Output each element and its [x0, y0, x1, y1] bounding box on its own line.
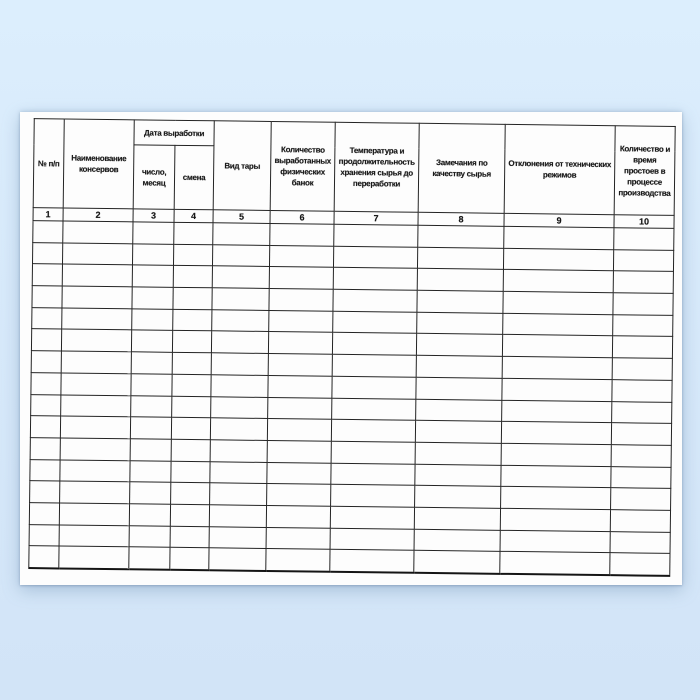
- empty-cell: [415, 464, 501, 487]
- empty-cell: [32, 264, 62, 286]
- empty-cell: [267, 462, 331, 484]
- empty-cell: [501, 487, 611, 510]
- empty-cell: [173, 266, 212, 288]
- empty-cell: [611, 445, 671, 467]
- empty-cell: [210, 461, 267, 483]
- empty-cell: [502, 378, 612, 401]
- empty-cell: [29, 546, 59, 568]
- empty-cell: [613, 314, 673, 336]
- empty-cell: [211, 353, 268, 375]
- empty-cell: [59, 503, 129, 526]
- empty-cell: [172, 331, 211, 353]
- empty-cell: [62, 308, 132, 331]
- empty-cell: [212, 288, 269, 310]
- empty-cell: [333, 311, 417, 334]
- empty-cell: [503, 270, 613, 293]
- empty-cell: [503, 313, 613, 336]
- empty-cell: [330, 506, 414, 529]
- empty-cell: [30, 481, 60, 503]
- col-header-regime-deviations: Отклонения от технических режимов: [504, 124, 615, 214]
- empty-cell: [209, 526, 266, 548]
- empty-cell: [612, 379, 672, 401]
- empty-cell: [415, 442, 501, 465]
- empty-cell: [414, 529, 500, 552]
- empty-cell: [32, 307, 62, 329]
- empty-cell: [173, 287, 212, 309]
- column-number: 6: [270, 210, 334, 224]
- empty-cell: [60, 481, 130, 504]
- empty-cell: [61, 394, 131, 417]
- col-header-shift: смена: [174, 145, 214, 209]
- empty-cell: [611, 488, 671, 510]
- empty-cell: [131, 395, 172, 417]
- empty-cell: [269, 245, 333, 267]
- empty-cell: [331, 419, 415, 442]
- empty-cell: [212, 310, 269, 332]
- empty-cell: [61, 373, 131, 396]
- col-header-row-number: № п/п: [33, 119, 64, 208]
- empty-cell: [416, 355, 502, 378]
- empty-cell: [500, 508, 610, 531]
- empty-cell: [501, 443, 611, 466]
- empty-cell: [213, 223, 270, 245]
- column-number: 4: [174, 209, 213, 222]
- empty-cell: [209, 548, 266, 570]
- empty-cell: [133, 222, 174, 244]
- empty-cell: [129, 525, 170, 547]
- empty-cell: [417, 312, 503, 335]
- column-number: 10: [614, 215, 674, 229]
- empty-cell: [266, 549, 330, 571]
- col-header-day-month: число, месяц: [133, 145, 175, 209]
- empty-cell: [418, 225, 504, 248]
- empty-cell: [414, 551, 500, 574]
- empty-cell: [33, 221, 63, 243]
- column-number: 3: [133, 209, 174, 222]
- empty-cell: [269, 310, 333, 332]
- col-header-production-date-group: Дата выработки: [134, 120, 214, 146]
- empty-cell: [270, 223, 334, 245]
- empty-cell: [415, 486, 501, 509]
- empty-cell: [268, 375, 332, 397]
- empty-cell: [29, 524, 59, 546]
- empty-cell: [30, 459, 60, 481]
- empty-cell: [131, 330, 172, 352]
- empty-cell: [60, 460, 130, 483]
- empty-cell: [332, 354, 416, 377]
- empty-cell: [60, 438, 130, 461]
- empty-cell: [333, 246, 417, 269]
- empty-cell: [502, 335, 612, 358]
- empty-cell: [173, 309, 212, 331]
- empty-cell: [170, 504, 209, 526]
- col-header-product-name: Наименование консервов: [63, 119, 134, 209]
- empty-cell: [172, 396, 211, 418]
- empty-cell: [130, 460, 171, 482]
- empty-cell: [334, 224, 418, 247]
- col-header-container-type: Вид тары: [213, 121, 271, 211]
- empty-cell: [132, 287, 173, 309]
- empty-cell: [210, 483, 267, 505]
- empty-cell: [30, 437, 60, 459]
- empty-cell: [211, 375, 268, 397]
- empty-cell: [212, 244, 269, 266]
- empty-cell: [132, 309, 173, 331]
- empty-cell: [614, 228, 674, 250]
- empty-cell: [129, 504, 170, 526]
- empty-cell: [501, 465, 611, 488]
- empty-cell: [417, 247, 503, 270]
- empty-cell: [269, 289, 333, 311]
- empty-cell: [611, 466, 671, 488]
- header-row-top: [34, 119, 675, 152]
- empty-cell: [171, 483, 210, 505]
- column-number: 5: [213, 210, 270, 224]
- table-body: [29, 221, 674, 576]
- empty-cell: [417, 290, 503, 313]
- scanned-page: [20, 112, 682, 585]
- empty-cell: [171, 417, 210, 439]
- empty-cell: [333, 289, 417, 312]
- empty-cell: [31, 394, 61, 416]
- empty-cell: [209, 505, 266, 527]
- empty-cell: [501, 422, 611, 445]
- empty-cell: [504, 226, 614, 249]
- empty-cell: [612, 358, 672, 380]
- empty-cell: [503, 248, 613, 271]
- empty-cell: [170, 526, 209, 548]
- empty-cell: [612, 336, 672, 358]
- empty-cell: [63, 221, 133, 244]
- empty-cell: [210, 418, 267, 440]
- empty-cell: [30, 416, 60, 438]
- empty-cell: [266, 505, 330, 527]
- empty-cell: [500, 552, 610, 575]
- empty-cell: [330, 528, 414, 551]
- production-journal-table: [28, 118, 675, 576]
- empty-cell: [611, 423, 671, 445]
- empty-cell: [32, 242, 62, 264]
- empty-cell: [610, 531, 670, 553]
- col-header-downtime: Количество и время простоев в процессе производства: [614, 126, 675, 216]
- empty-cell: [62, 243, 132, 266]
- empty-cell: [212, 266, 269, 288]
- empty-cell: [417, 269, 503, 292]
- col-header-storage-temperature: Температура и продолжительность хранения сырья до переработки: [334, 122, 419, 212]
- empty-cell: [132, 244, 173, 266]
- empty-cell: [59, 525, 129, 548]
- column-number: 9: [504, 213, 614, 227]
- col-header-raw-quality-remarks: Замечания по качеству сырья: [418, 123, 505, 213]
- empty-cell: [211, 396, 268, 418]
- empty-cell: [268, 354, 332, 376]
- empty-cell: [171, 439, 210, 461]
- column-number: 7: [334, 211, 418, 225]
- empty-cell: [330, 550, 414, 573]
- empty-cell: [32, 286, 62, 308]
- empty-cell: [60, 416, 130, 439]
- empty-cell: [415, 420, 501, 443]
- empty-cell: [62, 286, 132, 309]
- col-header-cans-quantity: Количество выработанных физических банок: [270, 121, 335, 211]
- empty-cell: [416, 399, 502, 422]
- empty-cell: [62, 264, 132, 287]
- empty-cell: [610, 510, 670, 532]
- empty-cell: [29, 503, 59, 525]
- empty-cell: [416, 377, 502, 400]
- empty-cell: [267, 419, 331, 441]
- empty-cell: [613, 249, 673, 271]
- empty-cell: [333, 268, 417, 291]
- empty-cell: [31, 329, 61, 351]
- empty-cell: [500, 530, 610, 553]
- empty-cell: [266, 527, 330, 549]
- empty-cell: [172, 374, 211, 396]
- empty-cell: [170, 548, 209, 570]
- empty-cell: [613, 271, 673, 293]
- empty-cell: [268, 332, 332, 354]
- empty-cell: [31, 351, 61, 373]
- empty-cell: [331, 441, 415, 464]
- empty-cell: [31, 372, 61, 394]
- empty-cell: [610, 553, 670, 575]
- empty-cell: [331, 485, 415, 508]
- empty-cell: [612, 401, 672, 423]
- empty-cell: [267, 440, 331, 462]
- empty-cell: [131, 352, 172, 374]
- empty-cell: [59, 546, 129, 569]
- empty-cell: [129, 547, 170, 569]
- empty-cell: [269, 267, 333, 289]
- empty-cell: [268, 397, 332, 419]
- empty-cell: [130, 482, 171, 504]
- column-number: 2: [63, 208, 133, 222]
- empty-cell: [130, 439, 171, 461]
- empty-cell: [173, 244, 212, 266]
- empty-cell: [210, 440, 267, 462]
- empty-cell: [332, 333, 416, 356]
- empty-cell: [503, 291, 613, 314]
- empty-cell: [172, 352, 211, 374]
- empty-cell: [502, 400, 612, 423]
- empty-cell: [131, 374, 172, 396]
- empty-cell: [332, 376, 416, 399]
- empty-cell: [61, 351, 131, 374]
- empty-cell: [332, 398, 416, 421]
- empty-cell: [331, 463, 415, 486]
- empty-cell: [267, 484, 331, 506]
- column-number: 8: [418, 212, 504, 226]
- empty-cell: [171, 461, 210, 483]
- empty-cell: [211, 331, 268, 353]
- empty-cell: [416, 334, 502, 357]
- empty-cell: [613, 293, 673, 315]
- empty-cell: [61, 329, 131, 352]
- empty-cell: [414, 507, 500, 530]
- empty-cell: [132, 265, 173, 287]
- column-number: 1: [33, 208, 63, 221]
- empty-cell: [174, 222, 213, 244]
- empty-cell: [502, 356, 612, 379]
- empty-cell: [130, 417, 171, 439]
